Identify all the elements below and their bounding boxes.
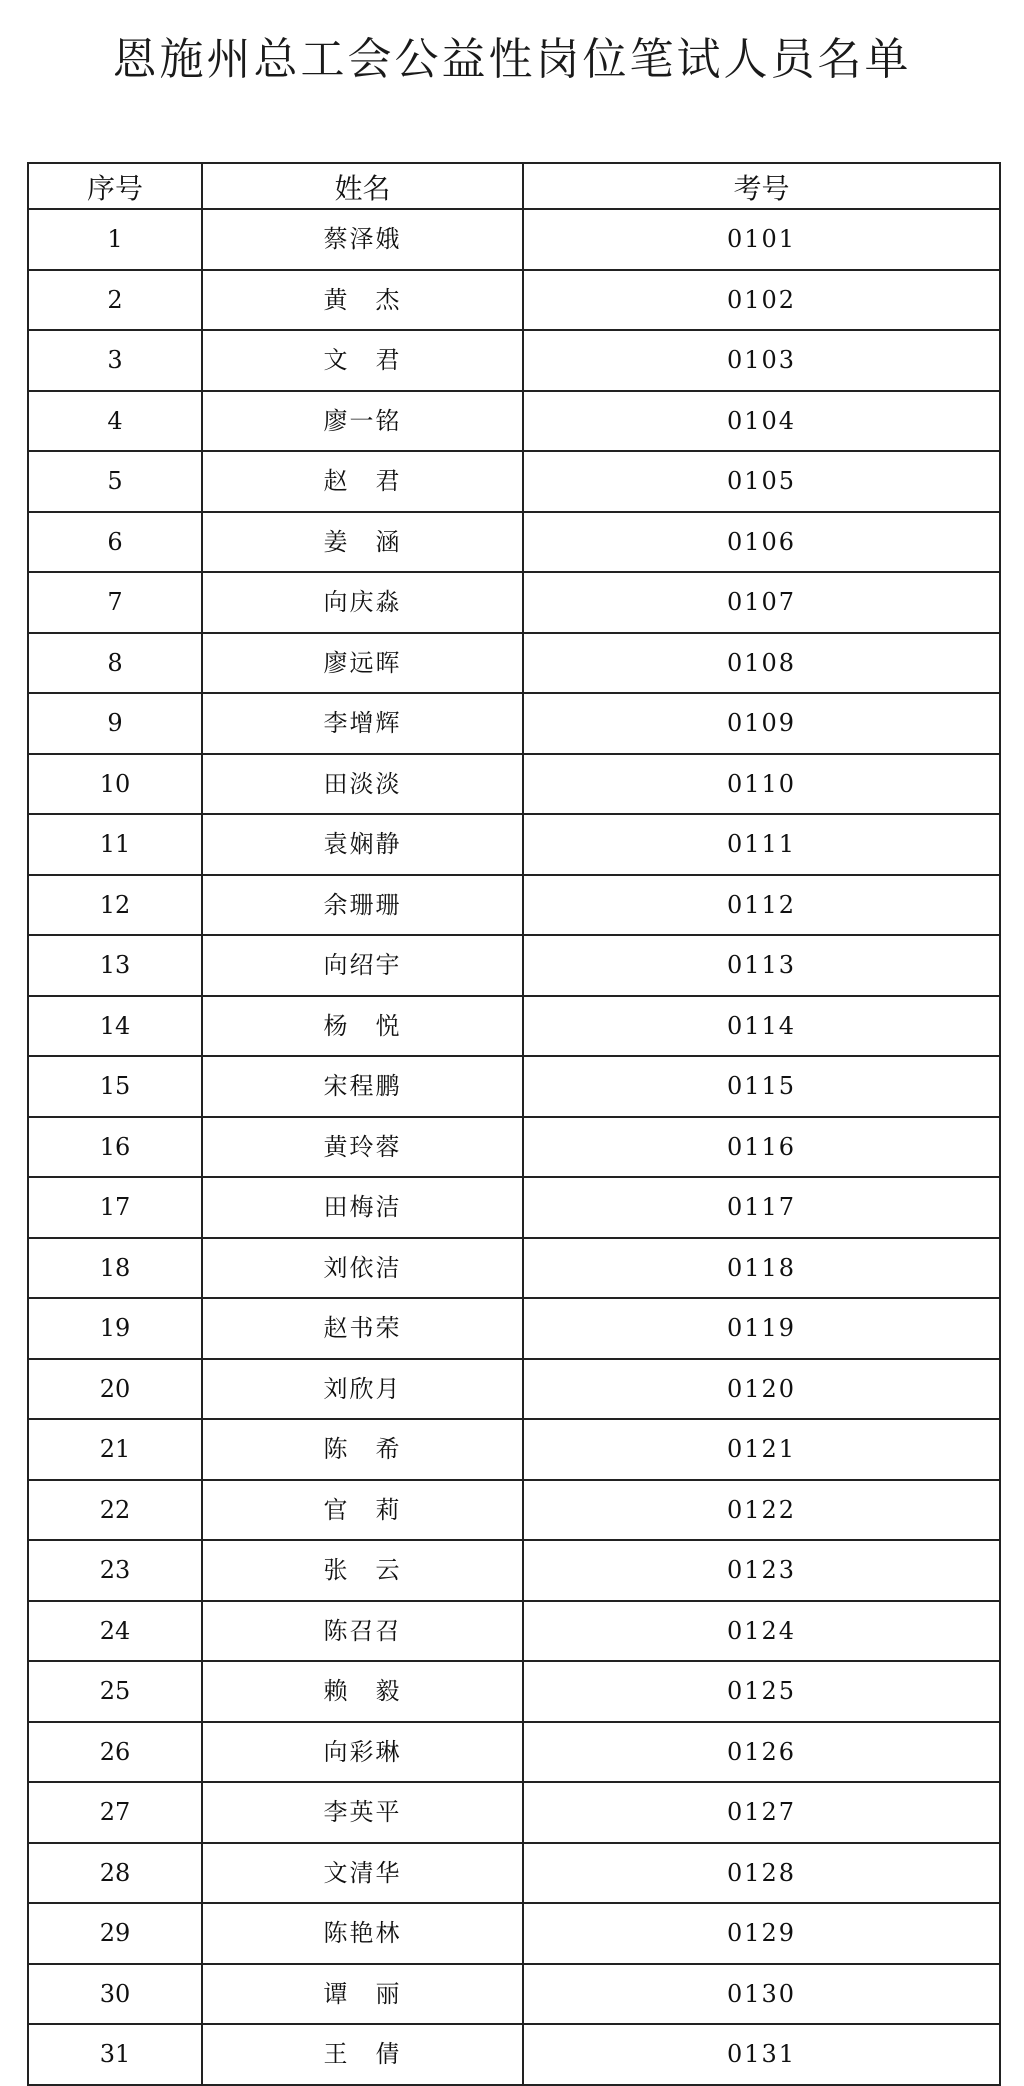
- table-row: [28, 1238, 1000, 1299]
- table-row: [28, 2024, 1000, 2085]
- table-row: [28, 1298, 1000, 1359]
- cell-exam-number: 0124: [523, 1601, 1000, 1662]
- cell-serial-number: 4: [28, 391, 202, 452]
- cell-name: 向彩琳: [202, 1722, 523, 1783]
- cell-exam-number: 0111: [523, 814, 1000, 875]
- cell-serial-number: 27: [28, 1782, 202, 1843]
- table-row: [28, 391, 1000, 452]
- cell-serial-number: 23: [28, 1540, 202, 1601]
- cell-name: 谭 丽: [202, 1964, 523, 2025]
- cell-serial-number: 31: [28, 2024, 202, 2085]
- cell-serial-number: 17: [28, 1177, 202, 1238]
- cell-exam-number: 0106: [523, 512, 1000, 573]
- cell-serial-number: 18: [28, 1238, 202, 1299]
- table-row: [28, 270, 1000, 331]
- cell-exam-number: 0115: [523, 1056, 1000, 1117]
- table-row: [28, 1964, 1000, 2025]
- cell-serial-number: 28: [28, 1843, 202, 1904]
- table-row: [28, 1056, 1000, 1117]
- cell-exam-number: 0118: [523, 1238, 1000, 1299]
- cell-name: 文 君: [202, 330, 523, 391]
- cell-exam-number: 0107: [523, 572, 1000, 633]
- cell-serial-number: 7: [28, 572, 202, 633]
- cell-exam-number: 0129: [523, 1903, 1000, 1964]
- cell-serial-number: 14: [28, 996, 202, 1057]
- table-row: [28, 1601, 1000, 1662]
- cell-serial-number: 16: [28, 1117, 202, 1178]
- cell-serial-number: 3: [28, 330, 202, 391]
- header-exam-number: 考号: [523, 163, 1000, 209]
- cell-name: 官 莉: [202, 1480, 523, 1541]
- cell-name: 宋程鹏: [202, 1056, 523, 1117]
- cell-serial-number: 5: [28, 451, 202, 512]
- table-row: [28, 935, 1000, 996]
- cell-name: 陈 希: [202, 1419, 523, 1480]
- table-row: [28, 1480, 1000, 1541]
- cell-exam-number: 0108: [523, 633, 1000, 694]
- cell-serial-number: 24: [28, 1601, 202, 1662]
- cell-serial-number: 22: [28, 1480, 202, 1541]
- cell-serial-number: 25: [28, 1661, 202, 1722]
- cell-serial-number: 13: [28, 935, 202, 996]
- table-header-row: [28, 163, 1000, 209]
- cell-name: 张 云: [202, 1540, 523, 1601]
- cell-name: 杨 悦: [202, 996, 523, 1057]
- page-title: 恩施州总工会公益性岗位笔试人员名单: [112, 34, 912, 85]
- cell-serial-number: 1: [28, 209, 202, 270]
- cell-exam-number: 0121: [523, 1419, 1000, 1480]
- cell-exam-number: 0104: [523, 391, 1000, 452]
- cell-serial-number: 26: [28, 1722, 202, 1783]
- table-row: [28, 875, 1000, 936]
- cell-exam-number: 0101: [523, 209, 1000, 270]
- cell-exam-number: 0105: [523, 451, 1000, 512]
- table-row: [28, 693, 1000, 754]
- cell-name: 李英平: [202, 1782, 523, 1843]
- cell-exam-number: 0123: [523, 1540, 1000, 1601]
- table-row: [28, 209, 1000, 270]
- cell-serial-number: 11: [28, 814, 202, 875]
- table-row: [28, 330, 1000, 391]
- cell-name: 黄玲蓉: [202, 1117, 523, 1178]
- table-row: [28, 1661, 1000, 1722]
- table-row: [28, 572, 1000, 633]
- table-row: [28, 1903, 1000, 1964]
- cell-exam-number: 0125: [523, 1661, 1000, 1722]
- cell-exam-number: 0117: [523, 1177, 1000, 1238]
- cell-exam-number: 0114: [523, 996, 1000, 1057]
- cell-exam-number: 0126: [523, 1722, 1000, 1783]
- cell-exam-number: 0113: [523, 935, 1000, 996]
- cell-serial-number: 15: [28, 1056, 202, 1117]
- cell-serial-number: 8: [28, 633, 202, 694]
- cell-name: 赵 君: [202, 451, 523, 512]
- cell-name: 文清华: [202, 1843, 523, 1904]
- cell-name: 余珊珊: [202, 875, 523, 936]
- cell-serial-number: 6: [28, 512, 202, 573]
- cell-serial-number: 12: [28, 875, 202, 936]
- table-body: [28, 209, 1000, 2085]
- cell-name: 向绍宇: [202, 935, 523, 996]
- cell-name: 廖远晖: [202, 633, 523, 694]
- cell-name: 田梅洁: [202, 1177, 523, 1238]
- table-row: [28, 1782, 1000, 1843]
- cell-name: 刘欣月: [202, 1359, 523, 1420]
- cell-serial-number: 30: [28, 1964, 202, 2025]
- cell-name: 田淡淡: [202, 754, 523, 815]
- cell-exam-number: 0122: [523, 1480, 1000, 1541]
- cell-name: 赖 毅: [202, 1661, 523, 1722]
- cell-serial-number: 19: [28, 1298, 202, 1359]
- cell-exam-number: 0116: [523, 1117, 1000, 1178]
- table-row: [28, 512, 1000, 573]
- table-row: [28, 996, 1000, 1057]
- table-row: [28, 754, 1000, 815]
- table-row: [28, 633, 1000, 694]
- cell-name: 姜 涵: [202, 512, 523, 573]
- header-name: 姓名: [202, 163, 523, 209]
- table-row: [28, 1722, 1000, 1783]
- cell-name: 陈艳林: [202, 1903, 523, 1964]
- cell-name: 袁娴静: [202, 814, 523, 875]
- cell-exam-number: 0102: [523, 270, 1000, 331]
- table-row: [28, 1359, 1000, 1420]
- cell-name: 蔡泽娥: [202, 209, 523, 270]
- cell-name: 李增辉: [202, 693, 523, 754]
- cell-serial-number: 21: [28, 1419, 202, 1480]
- cell-exam-number: 0103: [523, 330, 1000, 391]
- cell-serial-number: 9: [28, 693, 202, 754]
- cell-exam-number: 0120: [523, 1359, 1000, 1420]
- cell-serial-number: 2: [28, 270, 202, 331]
- cell-serial-number: 10: [28, 754, 202, 815]
- cell-exam-number: 0130: [523, 1964, 1000, 2025]
- cell-exam-number: 0119: [523, 1298, 1000, 1359]
- cell-name: 向庆淼: [202, 572, 523, 633]
- cell-exam-number: 0112: [523, 875, 1000, 936]
- cell-exam-number: 0110: [523, 754, 1000, 815]
- table-row: [28, 1540, 1000, 1601]
- cell-exam-number: 0128: [523, 1843, 1000, 1904]
- cell-exam-number: 0131: [523, 2024, 1000, 2085]
- cell-serial-number: 29: [28, 1903, 202, 1964]
- cell-name: 赵书荣: [202, 1298, 523, 1359]
- cell-name: 黄 杰: [202, 270, 523, 331]
- cell-name: 廖一铭: [202, 391, 523, 452]
- header-serial-number: 序号: [28, 163, 202, 209]
- table-row: [28, 1843, 1000, 1904]
- cell-name: 王 倩: [202, 2024, 523, 2085]
- table-row: [28, 451, 1000, 512]
- cell-serial-number: 20: [28, 1359, 202, 1420]
- cell-name: 刘依洁: [202, 1238, 523, 1299]
- candidate-table: [27, 162, 1001, 2086]
- cell-exam-number: 0109: [523, 693, 1000, 754]
- table-row: [28, 1419, 1000, 1480]
- table-row: [28, 1177, 1000, 1238]
- table-row: [28, 1117, 1000, 1178]
- cell-exam-number: 0127: [523, 1782, 1000, 1843]
- table-row: [28, 814, 1000, 875]
- cell-name: 陈召召: [202, 1601, 523, 1662]
